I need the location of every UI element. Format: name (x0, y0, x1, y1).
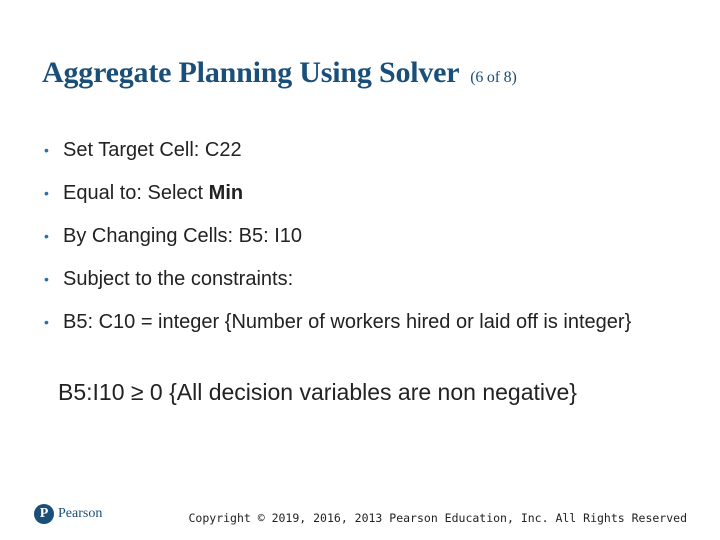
bullet-dot-icon: • (44, 228, 49, 244)
pearson-logo (34, 504, 102, 524)
bullet-list (44, 138, 684, 353)
pearson-logo-text: Pearson (58, 506, 103, 521)
bullet-dot-icon: • (44, 185, 49, 201)
bullet-dot-icon: • (44, 271, 49, 287)
bullet-text: Equal to: Select (63, 182, 209, 204)
bullet-dot-icon: • (44, 314, 49, 330)
constraint-formula: B5:I10 ≥ 0 {All decision variables are non negative} (58, 379, 577, 405)
bullet-text: B5: C10 = integer {Number of workers hired or laid off is integer} (63, 311, 632, 333)
bullet-text: Set Target Cell: C22 (63, 139, 242, 161)
bullet-item (44, 267, 684, 292)
bullet-item (44, 181, 684, 206)
copyright-notice: Copyright © 2019, 2016, 2013 Pearson Education, Inc. All Rights Reserved (188, 511, 687, 525)
bullet-text: By Changing Cells: B5: I10 (63, 225, 303, 247)
bullet-item (44, 310, 684, 335)
pearson-logo-icon: P (34, 504, 54, 524)
slide-title (42, 56, 517, 90)
bullet-item (44, 138, 684, 163)
bullet-bold-text: Min (208, 182, 244, 204)
slide-title-text: Aggregate Planning Using Solver (42, 56, 459, 89)
bullet-dot-icon: • (44, 142, 49, 158)
slide-title-suffix: (6 of 8) (470, 69, 517, 86)
bullet-text: Subject to the constraints: (63, 268, 294, 290)
bullet-item (44, 224, 684, 249)
